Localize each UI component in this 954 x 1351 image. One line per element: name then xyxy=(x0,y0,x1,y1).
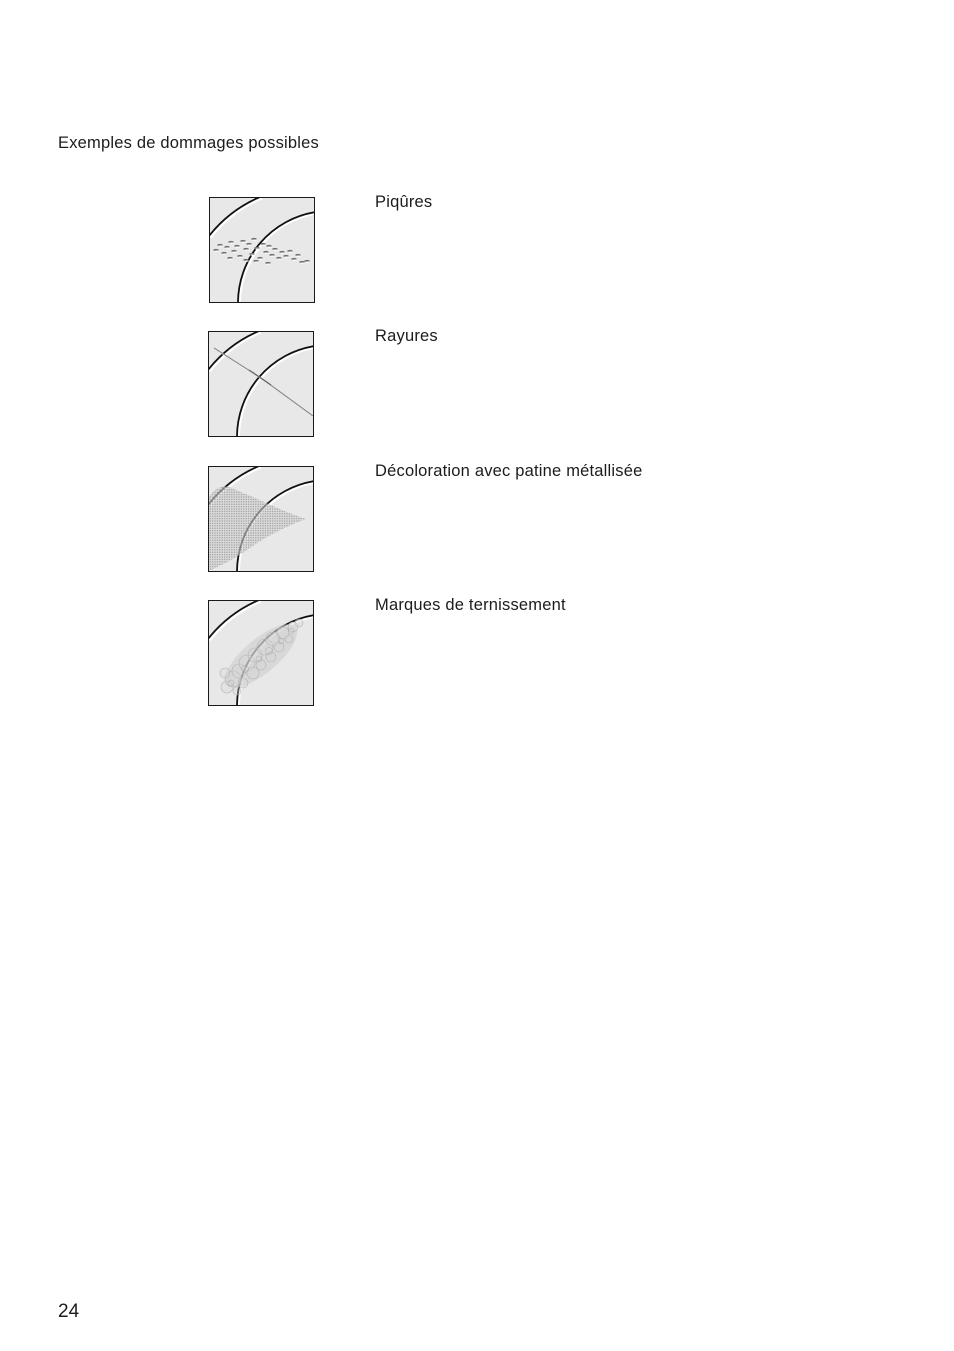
tarnish-illustration xyxy=(208,600,314,706)
damage-example-discoloration xyxy=(0,462,954,572)
scratch-line xyxy=(214,348,313,417)
damage-example-label: Rayures xyxy=(375,327,438,345)
scratch-illustration xyxy=(208,331,314,437)
damage-example-pitting xyxy=(0,193,954,303)
damage-example-label: Décoloration avec patine métallisée xyxy=(375,462,643,480)
discoloration-illustration xyxy=(208,466,314,572)
hob-ring-arcs xyxy=(209,332,313,436)
hob-ring-arcs xyxy=(210,198,314,302)
damage-example-label: Piqûres xyxy=(375,193,433,211)
metallic-discoloration-patch xyxy=(209,486,306,571)
section-heading: Exemples de dommages possibles xyxy=(58,134,319,152)
pitting-illustration xyxy=(209,197,315,303)
damage-example-tarnish xyxy=(0,596,954,706)
tarnish-cloud xyxy=(216,614,307,698)
damage-example-scratches xyxy=(0,327,954,437)
page-number: 24 xyxy=(58,1301,80,1322)
damage-example-label: Marques de ternissement xyxy=(375,596,566,614)
